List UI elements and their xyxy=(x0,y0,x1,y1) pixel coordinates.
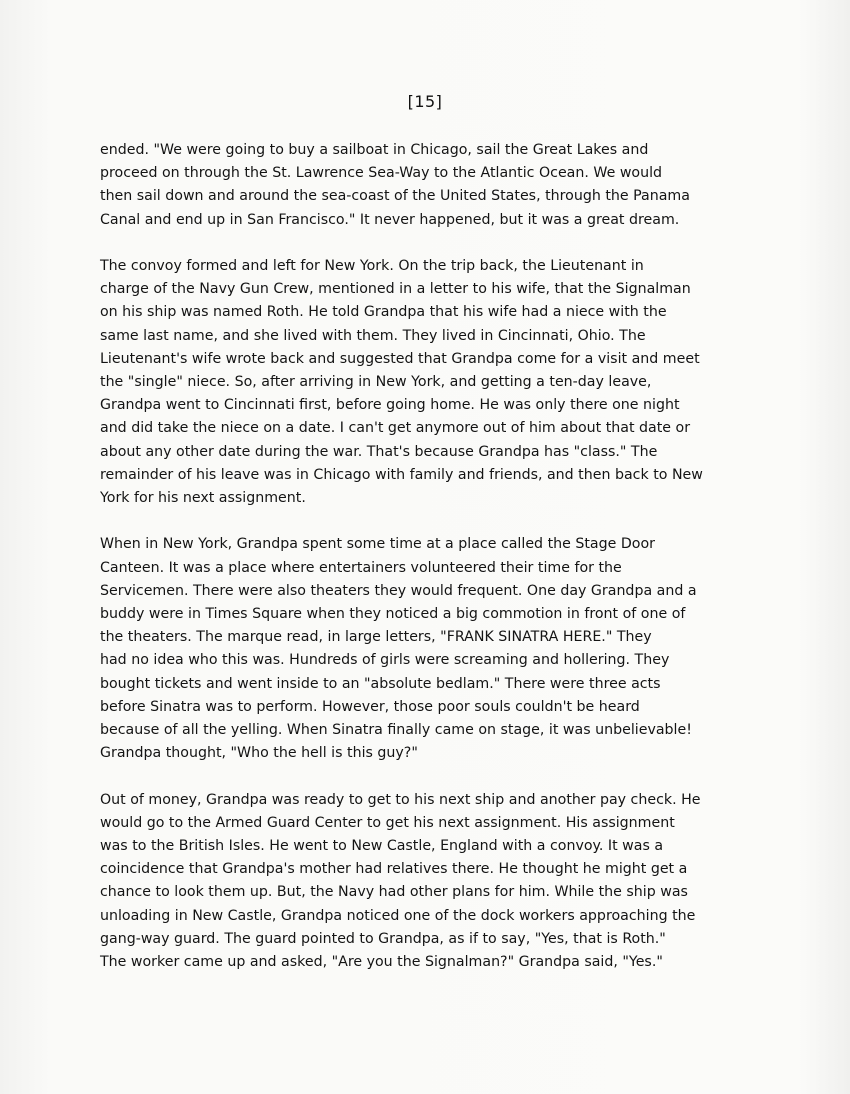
text-line: was to the British Isles. He went to New Castle, England with a convoy. It was a xyxy=(100,838,664,855)
text-line: before Sinatra was to perform. However, those poor souls couldn't be heard xyxy=(100,698,640,715)
text-line: had no idea who this was. Hundreds of girls were screaming and hollering. They xyxy=(100,652,670,669)
text-line: Canal and end up in San Francisco." It never happened, but it was a great dream. xyxy=(100,211,680,228)
paragraph-3 xyxy=(100,533,840,765)
text-line: on his ship was named Roth. He told Grandpa that his wife had a niece with the xyxy=(100,304,667,321)
text-line: same last name, and she lived with them. They lived in Cincinnati, Ohio. The xyxy=(100,327,646,344)
text-line: chance to look them up. But, the Navy had other plans for him. While the ship was xyxy=(100,884,688,901)
text-line: Canteen. It was a place where entertainers volunteered their time for the xyxy=(100,559,622,576)
text-line: then sail down and around the sea-coast of the United States, through the Panama xyxy=(100,188,690,205)
paragraph-4 xyxy=(100,789,840,975)
text-line: bought tickets and went inside to an "absolute bedlam." There were three acts xyxy=(100,675,661,692)
text-line: coincidence that Grandpa's mother had relatives there. He thought he might get a xyxy=(100,861,688,878)
text-line: the "single" niece. So, after arriving in New York, and getting a ten-day leave, xyxy=(100,374,652,391)
paragraph-2 xyxy=(100,255,840,510)
text-line: Out of money, Grandpa was ready to get to his next ship and another pay check. He xyxy=(100,791,701,808)
text-line: proceed on through the St. Lawrence Sea-Way to the Atlantic Ocean. We would xyxy=(100,165,663,182)
text-line: remainder of his leave was in Chicago with family and friends, and then back to New xyxy=(100,466,703,483)
text-line: would go to the Armed Guard Center to get his next assignment. His assignment xyxy=(100,814,675,831)
text-line: because of all the yelling. When Sinatra finally came on stage, it was unbelievable! xyxy=(100,722,692,739)
body-text xyxy=(100,139,840,997)
text-line: buddy were in Times Square when they noticed a big commotion in front of one of xyxy=(100,606,686,623)
text-line: and did take the niece on a date. I can't get anymore out of him about that date or xyxy=(100,420,691,437)
text-line: York for his next assignment. xyxy=(100,490,306,507)
text-line: Lieutenant's wife wrote back and suggested that Grandpa come for a visit and meet xyxy=(100,350,700,367)
text-line: The worker came up and asked, "Are you the Signalman?" Grandpa said, "Yes." xyxy=(100,954,663,971)
text-line: Servicemen. There were also theaters they would frequent. One day Grandpa and a xyxy=(100,582,697,599)
text-line: When in New York, Grandpa spent some time at a place called the Stage Door xyxy=(100,536,655,553)
text-line: gang-way guard. The guard pointed to Grandpa, as if to say, "Yes, that is Roth." xyxy=(100,930,666,947)
text-line: The convoy formed and left for New York. On the trip back, the Lieutenant in xyxy=(100,258,644,274)
text-line: the theaters. The marque read, in large letters, "FRANK SINATRA HERE." They xyxy=(100,629,652,646)
paragraph-1 xyxy=(100,139,840,232)
text-line: charge of the Navy Gun Crew, mentioned in a letter to his wife, that the Signalman xyxy=(100,281,691,298)
text-line: about any other date during the war. That's because Grandpa has "class." The xyxy=(100,443,658,460)
text-line: Grandpa thought, "Who the hell is this guy?" xyxy=(100,745,418,762)
page-number: [15] xyxy=(407,92,443,111)
text-line: ended. "We were going to buy a sailboat in Chicago, sail the Great Lakes and xyxy=(100,142,649,158)
text-line: Grandpa went to Cincinnati first, before going home. He was only there one night xyxy=(100,397,680,414)
text-line: unloading in New Castle, Grandpa noticed one of the dock workers approaching the xyxy=(100,907,696,924)
